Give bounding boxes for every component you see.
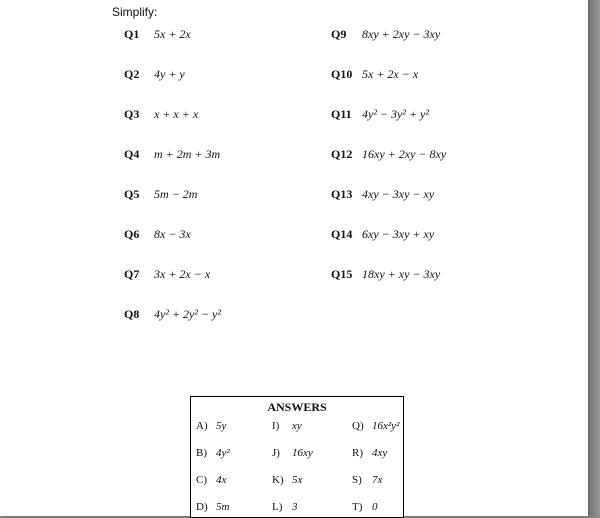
question-5	[124, 187, 197, 201]
question-3	[124, 107, 198, 121]
question-expression: 18xy + xy − 3xy	[362, 267, 441, 281]
question-number: Q7	[124, 267, 140, 281]
question-expression: 16xy + 2xy − 8xy	[362, 147, 447, 161]
answer-letter: D)	[196, 501, 208, 513]
answer-letter: J)	[272, 447, 280, 459]
question-expression: 5x + 2x − x	[362, 67, 419, 81]
answers-box	[190, 396, 404, 518]
question-expression: m + 2m + 3m	[154, 147, 221, 161]
question-number: Q12	[331, 147, 353, 161]
question-13	[331, 187, 434, 201]
question-1	[124, 27, 191, 41]
question-number: Q2	[124, 67, 140, 81]
answer-item	[352, 474, 382, 486]
answer-value: 5x	[292, 474, 303, 486]
answer-value: 3	[292, 501, 298, 513]
answer-item	[272, 447, 313, 459]
question-9	[331, 27, 440, 41]
question-10	[331, 67, 418, 81]
question-expression: 8x − 3x	[154, 227, 191, 241]
question-7	[124, 267, 210, 281]
answer-item	[352, 420, 399, 432]
question-4	[124, 147, 220, 161]
question-expression: 4y² − 3y² + y²	[362, 107, 429, 121]
question-number: Q13	[331, 187, 353, 201]
answers-title: ANSWERS	[267, 400, 327, 414]
answer-value: xy	[292, 420, 302, 432]
answer-item	[272, 420, 302, 432]
question-expression: 4y² + 2y² − y²	[154, 307, 221, 321]
question-8	[124, 307, 221, 321]
answer-value: 0	[372, 501, 378, 513]
answer-letter: I)	[272, 420, 280, 432]
question-number: Q10	[331, 67, 353, 81]
answer-letter: A)	[196, 420, 208, 432]
answer-letter: R)	[352, 447, 363, 459]
answer-letter: B)	[196, 447, 207, 459]
answer-letter: Q)	[352, 420, 364, 432]
question-number: Q11	[331, 107, 352, 121]
question-14	[331, 227, 434, 241]
question-15	[331, 267, 440, 281]
answer-letter: S)	[352, 474, 362, 486]
question-expression: 5m − 2m	[154, 187, 198, 201]
question-6	[124, 227, 191, 241]
question-number: Q3	[124, 107, 140, 121]
question-expression: 4y + y	[154, 67, 185, 81]
question-number: Q15	[331, 267, 353, 281]
question-number: Q6	[124, 227, 140, 241]
question-expression: 3x + 2x − x	[154, 267, 211, 281]
answer-value: 16xy	[292, 447, 313, 459]
answer-item	[196, 474, 226, 486]
answer-item	[272, 501, 298, 513]
answer-item	[352, 447, 387, 459]
question-number: Q14	[331, 227, 353, 241]
answer-value: 7x	[372, 474, 383, 486]
question-number: Q8	[124, 307, 140, 321]
answer-value: 4x	[216, 474, 227, 486]
answer-letter: C)	[196, 474, 207, 486]
answer-value: 16x²y²	[372, 420, 400, 432]
answer-value: 4xy	[372, 447, 388, 459]
question-11	[331, 107, 429, 121]
instruction-text: Simplify:	[112, 5, 158, 19]
answer-value: 5m	[216, 501, 230, 513]
question-expression: x + x + x	[154, 107, 199, 121]
answer-value: 5y	[216, 420, 227, 432]
answer-value: 4y²	[216, 447, 230, 459]
question-expression: 4xy − 3xy − xy	[362, 187, 435, 201]
viewer-background-edge	[588, 0, 600, 516]
question-expression: 8xy + 2xy − 3xy	[362, 27, 441, 41]
answer-item	[272, 474, 302, 486]
answer-letter: L)	[272, 501, 283, 513]
answer-item	[352, 501, 378, 513]
answer-item	[196, 420, 226, 432]
question-expression: 6xy − 3xy + xy	[362, 227, 435, 241]
answer-item	[196, 501, 229, 513]
answer-item	[196, 447, 230, 459]
question-number: Q4	[124, 147, 140, 161]
question-number: Q9	[331, 27, 347, 41]
question-number: Q1	[124, 27, 140, 41]
answer-letter: K)	[272, 474, 284, 486]
question-12	[331, 147, 446, 161]
question-2	[124, 67, 185, 81]
answer-letter: T)	[352, 501, 363, 513]
question-number: Q5	[124, 187, 140, 201]
question-expression: 5x + 2x	[154, 27, 191, 41]
